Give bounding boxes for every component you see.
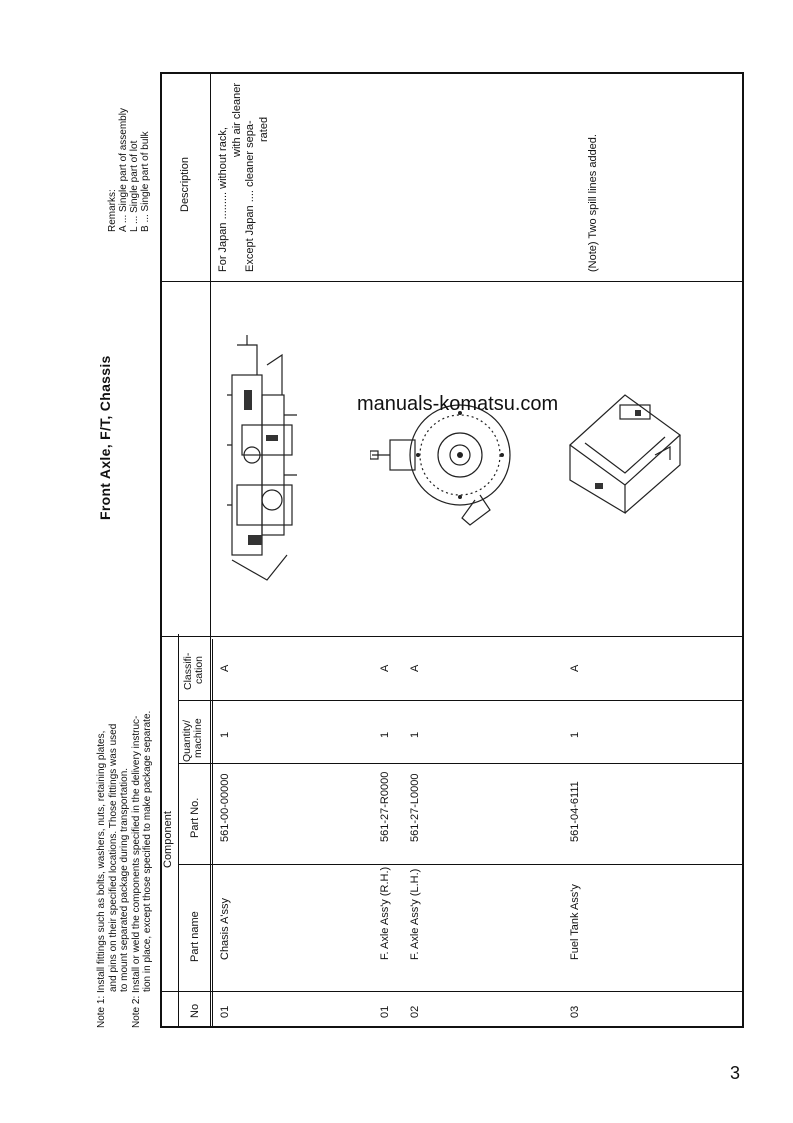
- row-no: 03: [569, 1005, 581, 1018]
- header-quantity: Quantity/ machine: [181, 718, 204, 762]
- row-part-name: Fuel Tank Ass'y: [569, 884, 581, 960]
- row-qty: 1: [569, 731, 581, 738]
- row-cls: A: [219, 664, 231, 672]
- description-chassis: For Japan ......... without rack, with air cleaner Except Japan .... cleaner sepa- rated: [217, 83, 270, 272]
- note-line: and pins on their specified locations. Those fittings was used: [107, 723, 119, 992]
- page-title: Front Axle, F/T, Chassis: [97, 355, 113, 520]
- page-number: 3: [730, 1063, 741, 1083]
- watermark: manuals-komatsu.com: [357, 393, 559, 415]
- note-line: to mount separated package during transportation.: [119, 767, 130, 992]
- note-line: Note 2: Install or weld the components specified in the delivery instruc-: [130, 715, 142, 1028]
- row-qty: 1: [379, 731, 391, 738]
- description-fuel-tank: (Note) Two spill lines added.: [587, 134, 599, 272]
- header-divider: [210, 72, 211, 1028]
- header-description: Description: [179, 156, 191, 212]
- front-axle-illustration: [370, 400, 520, 540]
- remarks-line: A ... Single part of assembly: [118, 108, 129, 232]
- row-qty: 1: [219, 731, 231, 738]
- row-part-no: 561-00-00000: [219, 773, 231, 842]
- remarks-line: L ... Single part of lot: [129, 140, 140, 232]
- header-no: No: [189, 1003, 201, 1018]
- row-cls: A: [569, 664, 581, 672]
- component-divider: [178, 634, 179, 1028]
- remarks-line: Remarks:: [107, 189, 118, 232]
- header-classification: Classifi- cation: [182, 652, 205, 690]
- row-cls: A: [409, 664, 421, 672]
- header-component: Component: [162, 811, 174, 868]
- row-no: 01: [219, 1005, 231, 1018]
- row-part-name: Chasis A'ssy: [219, 897, 231, 960]
- notes-block: [96, 628, 154, 1028]
- row-no: 01: [379, 1005, 391, 1018]
- row-part-no: 561-04-6111: [569, 781, 581, 842]
- fuel-tank-illustration: [565, 385, 685, 515]
- row-part-no: 561-27-L0000: [409, 773, 421, 842]
- header-part-name: Part name: [189, 911, 201, 962]
- remarks-block: [107, 108, 151, 232]
- row-part-name: F. Axle Ass'y (L.H.): [409, 868, 421, 960]
- header-part-no: Part No.: [189, 797, 201, 838]
- note-line: tion in place, except those specified to make package separate.: [142, 710, 153, 992]
- row-part-no: 561-27-R0000: [379, 771, 391, 842]
- row-no: 02: [409, 1005, 421, 1018]
- row-qty: 1: [409, 731, 421, 738]
- note-line: Note 1: Install fittings such as bolts, washers, nuts, retaining plates,: [96, 730, 107, 1028]
- row-cls: A: [379, 664, 391, 672]
- chassis-illustration: [222, 335, 302, 585]
- remarks-line: B ... Single part of bulk: [140, 131, 151, 232]
- row-part-name: F. Axle Ass'y (R.H.): [379, 866, 391, 960]
